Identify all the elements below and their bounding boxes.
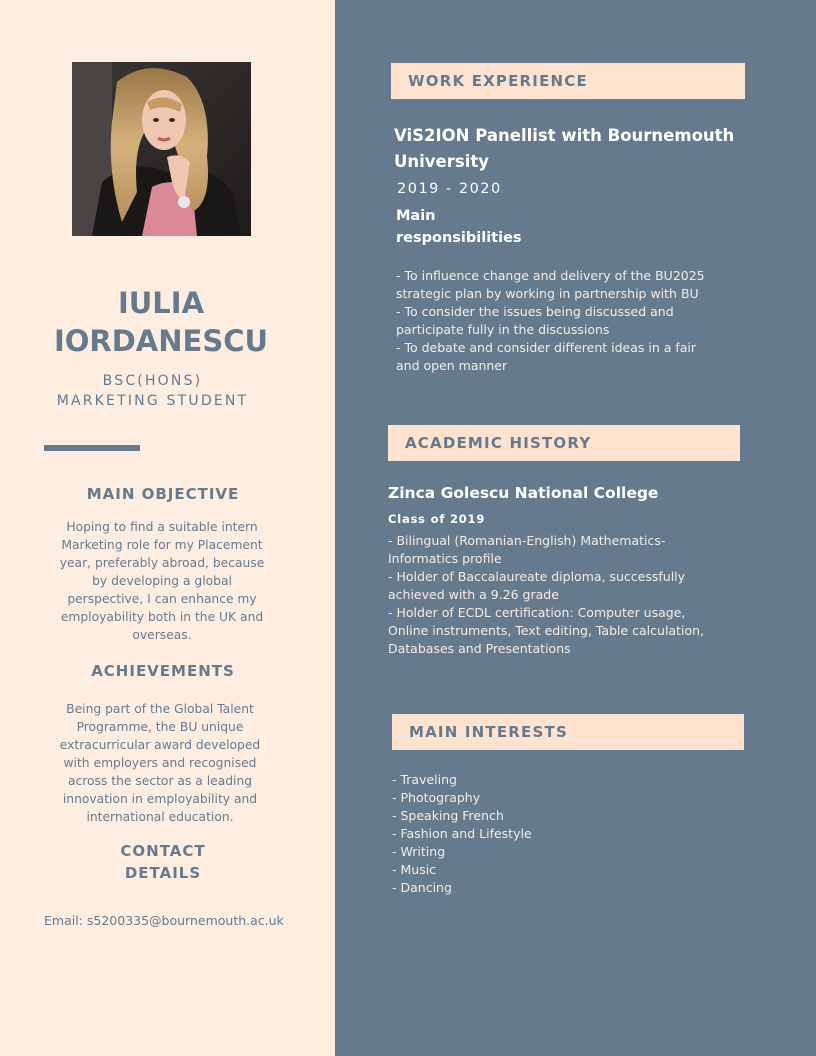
- name-first: IULIA: [117, 286, 205, 320]
- interest-item: - Writing: [392, 844, 446, 859]
- main-interests-header: [392, 714, 744, 750]
- contact-heading-1: CONTACT: [120, 842, 206, 860]
- work-experience-heading: WORK EXPERIENCE: [408, 72, 588, 90]
- work-responsibilities: - To influence change and delivery of the BU2025 strategic plan by working in partnership with BU - To consider the issues being discussed and participate fully in the discussions - To debate and consider different ideas in a fair and open manner: [396, 268, 705, 373]
- contact-heading-2: DETAILS: [124, 864, 202, 882]
- academic-history-heading: ACADEMIC HISTORY: [405, 434, 592, 452]
- name-last: IORDANESCU: [53, 324, 269, 358]
- role-label: MARKETING STUDENT: [56, 393, 249, 409]
- school-name: Zinca Golescu National College: [388, 484, 659, 502]
- work-sub-1: Main: [396, 208, 436, 224]
- academic-history-header: [388, 425, 740, 461]
- interest-item: - Music: [392, 862, 437, 877]
- academic-details: - Bilingual (Romanian-English) Mathematics- Informatics profile - Holder of Baccalaureate diploma, successfully achieved with a 9.26 grade - Holder of ECDL certification: Computer usage, Online instruments, Text editing, Table calculation, Databases and Presentations: [388, 533, 704, 656]
- objective-text: Hoping to find a suitable intern Marketing role for my Placement year, preferably abroad, because by developing a global perspective, I can enhance my employability both in the UK and overseas.: [59, 520, 265, 642]
- profile-photo: [72, 62, 251, 236]
- achievements-heading: ACHIEVEMENTS: [91, 662, 235, 680]
- divider-bar: [44, 445, 140, 451]
- interest-item: - Dancing: [392, 880, 452, 895]
- work-sub-2: responsibilities: [396, 230, 522, 246]
- main-interests-heading: MAIN INTERESTS: [409, 723, 568, 741]
- achievements-text: Being part of the Global Talent Programme, the BU unique extracurricular award developed with employers and recognised across the sector as a leading innovation in employability and international education.: [59, 702, 261, 824]
- class-year: Class of 2019: [388, 512, 486, 526]
- interest-item: - Traveling: [392, 772, 457, 787]
- work-title-1: ViS2ION Panellist with Bournemouth: [394, 126, 735, 145]
- email-text: Email: s5200335@bournemouth.ac.uk: [44, 913, 284, 928]
- work-experience-header: [391, 63, 745, 99]
- interest-item: - Speaking French: [392, 808, 504, 823]
- degree-label: BSC(HONS): [102, 373, 203, 389]
- interest-item: - Fashion and Lifestyle: [392, 826, 532, 841]
- work-dates: 2019 - 2020: [397, 181, 502, 197]
- objective-heading: MAIN OBJECTIVE: [86, 485, 240, 503]
- work-title-2: University: [394, 152, 490, 171]
- interest-item: - Photography: [392, 790, 481, 805]
- interests-list: [392, 771, 692, 897]
